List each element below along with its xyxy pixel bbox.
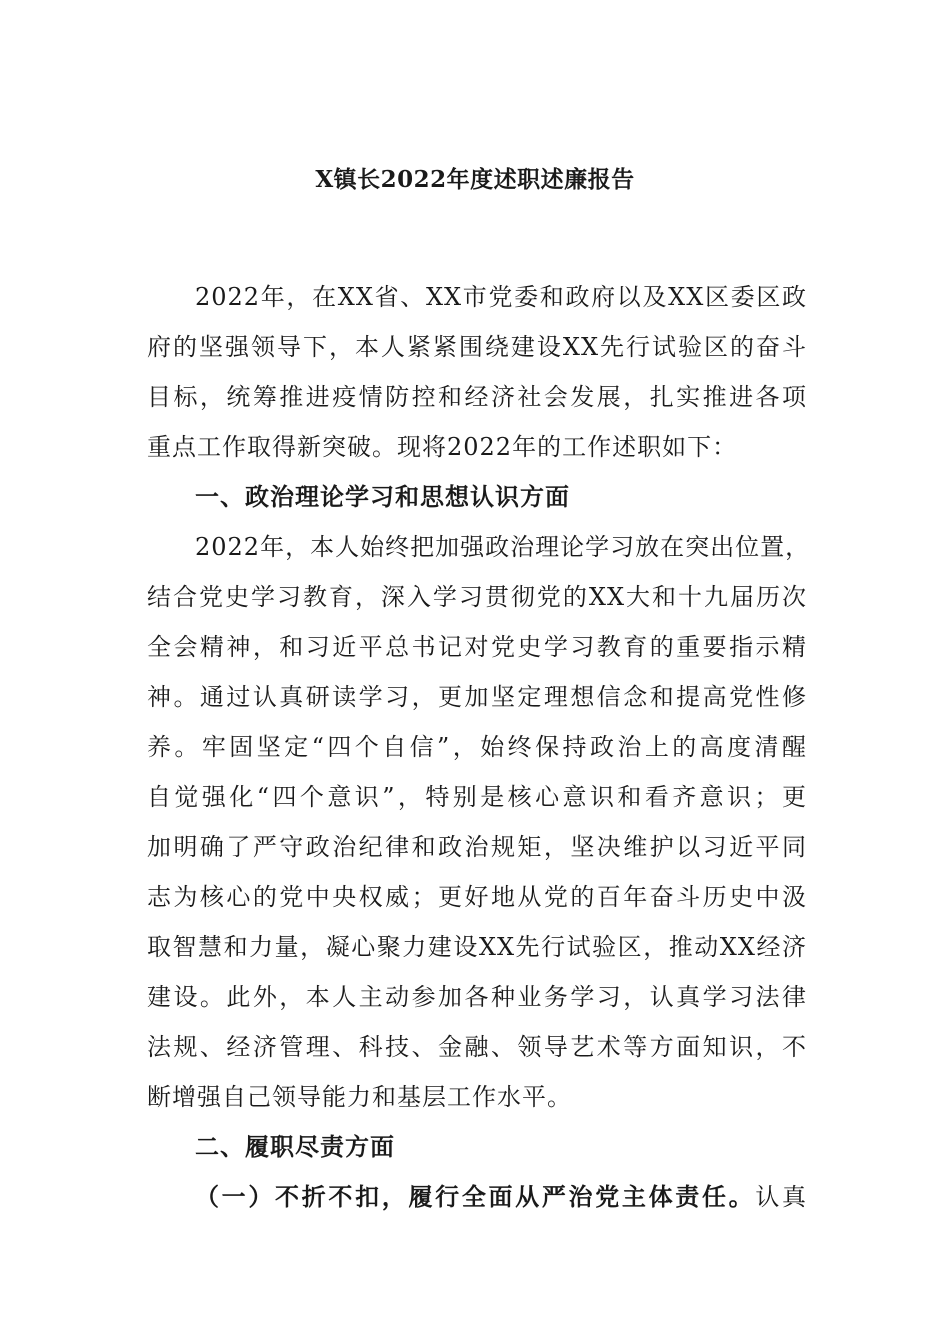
intro-line-4: 重点工作取得新突破。现将2022年的工作述职如下： — [147, 433, 738, 461]
section1-line-11: 法规、经济管理、科技、金融、领导艺术等方面知识，不 — [147, 1033, 807, 1061]
page-title: X镇长2022年度述职述廉报告 — [315, 166, 635, 193]
section1-line-12: 断增强自己领导能力和基层工作水平。 — [147, 1083, 572, 1111]
section1-line-9: 取智慧和力量，凝心聚力建设XX先行试验区，推动XX经济 — [147, 933, 807, 961]
section1-line-10: 建设。此外，本人主动参加各种业务学习，认真学习法律 — [147, 983, 807, 1011]
section1-heading: 一、政治理论学习和思想认识方面 — [195, 482, 570, 511]
section1-line-3: 全会精神，和习近平总书记对党史学习教育的重要指示精 — [147, 633, 807, 661]
section2-sub-text: 认真 — [755, 1183, 808, 1211]
section1-line-8: 志为核心的党中央权威；更好地从党的百年奋斗历史中汲 — [147, 883, 807, 911]
section1-line-2: 结合党史学习教育，深入学习贯彻党的XX大和十九届历次 — [147, 583, 807, 611]
section2-heading: 二、履职尽责方面 — [195, 1132, 395, 1161]
intro-line-1: 2022年，在XX省、XX市党委和政府以及XX区委区政 — [195, 283, 807, 311]
section1-line-1: 2022年，本人始终把加强政治理论学习放在突出位置， — [195, 533, 811, 561]
section2-sub-line — [195, 1177, 807, 1217]
section1-line-5: 养。牢固坚定“四个自信”，始终保持政治上的高度清醒 — [147, 733, 807, 761]
section1-line-7: 加明确了严守政治纪律和政治规矩，坚决维护以习近平同 — [147, 833, 807, 861]
intro-line-3: 目标，统筹推进疫情防控和经济社会发展，扎实推进各项 — [147, 383, 807, 411]
section1-line-4: 神。通过认真研读学习，更加坚定理想信念和提高党性修 — [147, 683, 807, 711]
section2-sub-heading: （一）不折不扣，履行全面从严治党主体责任。 — [195, 1182, 756, 1211]
section1-line-6: 自觉强化“四个意识”，特别是核心意识和看齐意识；更 — [147, 783, 807, 811]
intro-line-2: 府的坚强领导下，本人紧紧围绕建设XX先行试验区的奋斗 — [147, 333, 807, 361]
